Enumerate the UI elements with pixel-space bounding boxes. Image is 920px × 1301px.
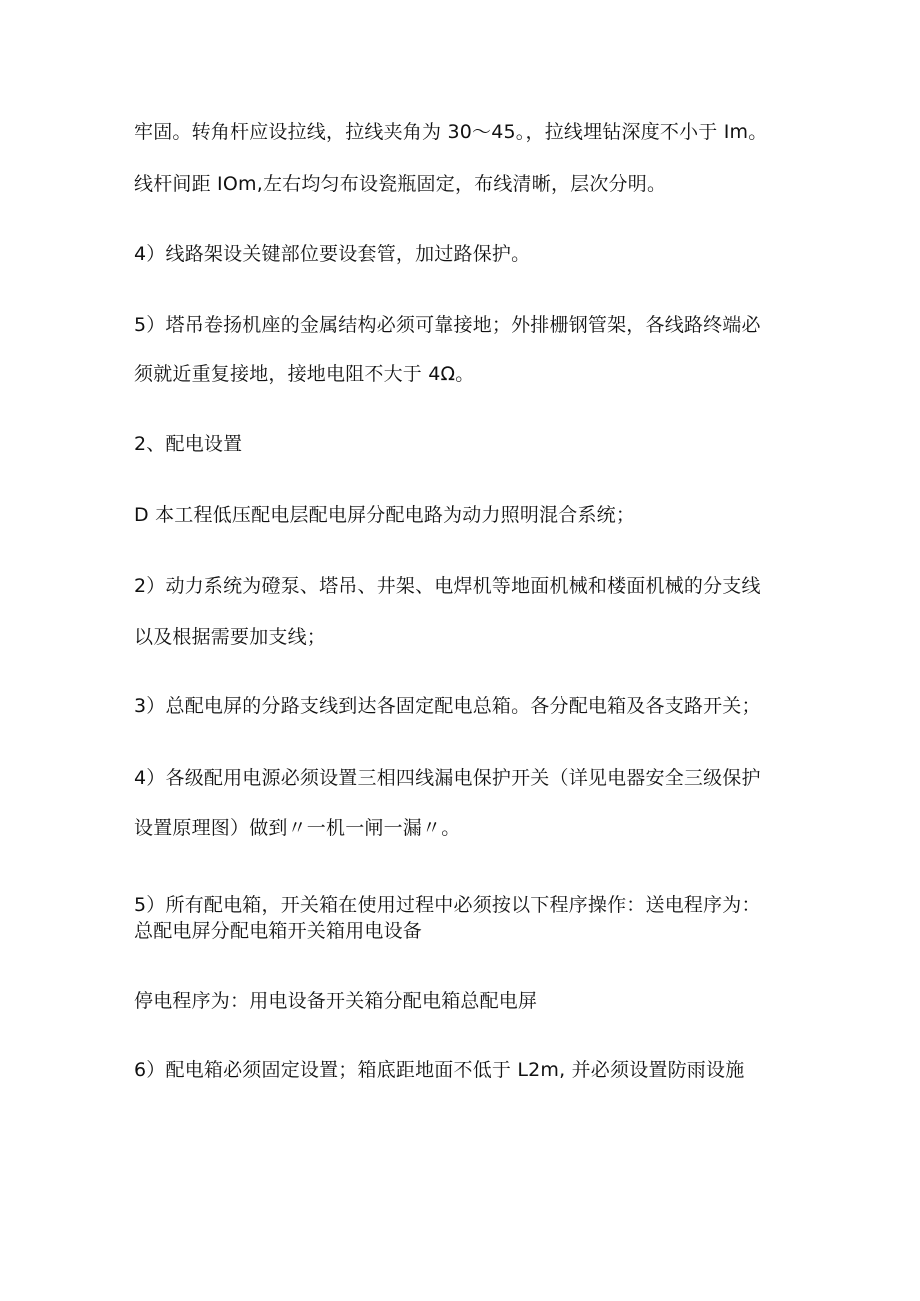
text-line-11: 4）各级配用电源必须设置三相四线漏电保护开关（详见电器安全三级保护 <box>134 767 761 789</box>
text-line-2: 线杆间距 IOm,左右均匀布设瓷瓶固定，布线清晰，层次分明。 <box>134 173 667 195</box>
text-line-1: 牢固。转角杆应设拉线，拉线夹角为 30～45。，拉线埋钻深度不小于 Im。 <box>134 121 768 143</box>
text-line-16: 6）配电箱必须固定设置；箱底距地面不低于 L2m, 并必须设置防雨设施 <box>134 1059 745 1081</box>
text-line-13: 5）所有配电箱，开关箱在使用过程中必须按以下程序操作：送电程序为： <box>134 894 761 916</box>
text-line-4: 5）塔吊卷扬机座的金属结构必须可靠接地；外排栅钢管架，各线路终端必 <box>134 314 761 336</box>
section-heading: 2、配电设置 <box>134 433 243 455</box>
text-line-12: 设置原理图）做到〃一机一闸一漏〃。 <box>134 817 461 839</box>
text-line-8: 2）动力系统为磴泵、塔吊、井架、电焊机等地面机械和楼面机械的分支线 <box>134 575 761 597</box>
text-line-3: 4）线路架设关键部位要设套管，加过路保护。 <box>134 243 531 265</box>
text-line-5: 须就近重复接地，接地电阻不大于 4Ω。 <box>134 363 475 385</box>
text-line-14: 总配电屏分配电箱开关箱用电设备 <box>134 920 423 942</box>
text-line-15: 停电程序为：用电设备开关箱分配电箱总配电屏 <box>134 990 538 1012</box>
text-line-9: 以及根据需要加支线； <box>134 626 327 648</box>
text-line-7: D 本工程低压配电层配电屏分配电路为动力照明混合系统； <box>134 504 636 526</box>
text-line-10: 3）总配电屏的分路支线到达各固定配电总箱。各分配电箱及各支路开关； <box>134 695 761 717</box>
